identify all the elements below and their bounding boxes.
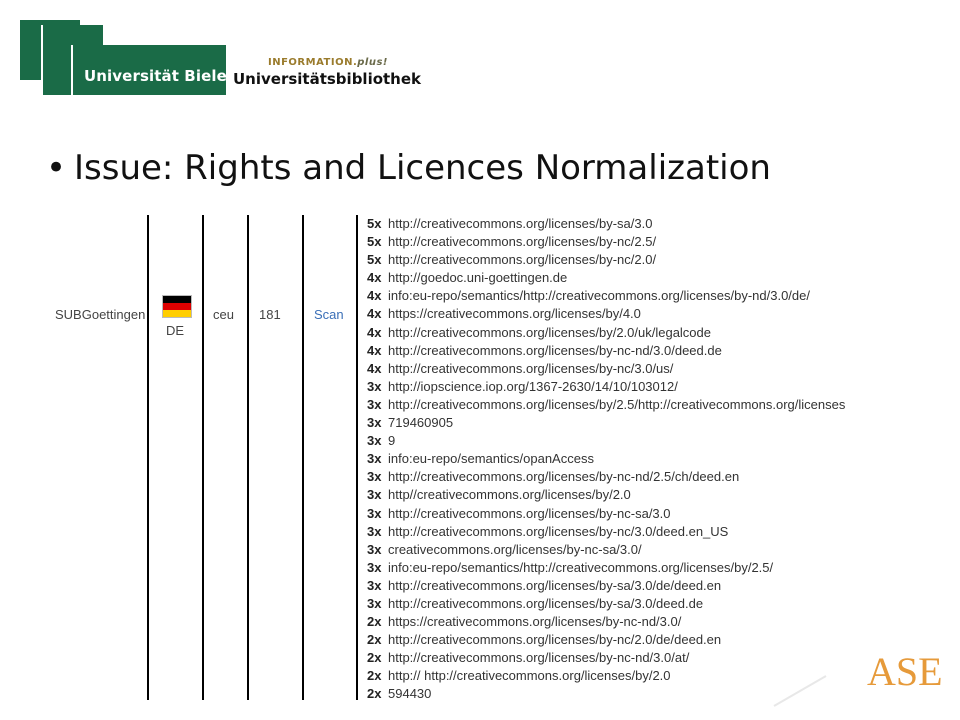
info-prefix: INFORMATION. <box>268 57 358 68</box>
licence-row <box>367 505 845 523</box>
licence-row <box>367 595 845 613</box>
source-cell: SUBGoettingen <box>55 307 146 322</box>
licence-value: http://creativecommons.org/licenses/by-nc/2.5/ <box>388 234 657 250</box>
licence-count: 3x <box>367 451 382 467</box>
library-name: Universitätsbibliothek <box>233 70 422 88</box>
licence-row <box>367 450 845 468</box>
licence-row <box>367 287 845 305</box>
licence-row <box>367 269 845 287</box>
column-divider <box>202 215 204 700</box>
country-cell: DE <box>166 323 185 338</box>
licence-value: http://creativecommons.org/licenses/by-nc/2.0/de/deed.en <box>388 632 722 648</box>
licence-count: 4x <box>367 324 382 340</box>
licence-count: 5x <box>367 252 382 268</box>
information-plus-label <box>268 57 388 68</box>
licence-value: http://creativecommons.org/licenses/by-sa/3.0/deed.de <box>388 595 704 611</box>
language-cell: ceu <box>213 307 234 322</box>
licence-value: http://creativecommons.org/licenses/by-nc-sa/3.0 <box>388 505 671 521</box>
count-cell: 181 <box>259 307 281 322</box>
column-divider <box>356 215 358 700</box>
licence-value: 594430 <box>388 686 432 700</box>
licence-count: 2x <box>367 632 382 648</box>
licence-row <box>367 215 845 233</box>
licence-count: 4x <box>367 306 382 322</box>
licence-count: 3x <box>367 378 382 394</box>
licence-count: 3x <box>367 541 382 557</box>
licence-value: http//creativecommons.org/licenses/by/2.0 <box>388 487 631 503</box>
licence-count: 3x <box>367 469 382 485</box>
licence-value: info:eu-repo/semantics/opanAccess <box>388 451 594 467</box>
licence-count: 3x <box>367 433 382 449</box>
licence-value: http:// http://creativecommons.org/licenses/by/2.0 <box>388 668 671 684</box>
licence-row <box>367 577 845 595</box>
licence-value: http://creativecommons.org/licenses/by-nc-nd/2.5/ch/deed.en <box>388 469 740 485</box>
flag-de-icon <box>162 295 192 318</box>
licence-row <box>367 613 845 631</box>
licence-value: 9 <box>388 433 396 449</box>
licence-value: http://creativecommons.org/licenses/by-nc-nd/3.0/at/ <box>388 650 690 666</box>
university-name: Universität Bielefeld <box>84 67 260 85</box>
licence-row <box>367 631 845 649</box>
licence-count: 3x <box>367 487 382 503</box>
column-divider <box>147 215 149 700</box>
licence-count: 2x <box>367 650 382 666</box>
licence-value: https://creativecommons.org/licenses/by-nc-nd/3.0/ <box>388 614 682 630</box>
ase-logo-text: ASE <box>867 649 943 694</box>
licence-list <box>367 215 845 700</box>
licence-value: http://creativecommons.org/licenses/by-sa/3.0/de/deed.en <box>388 577 722 593</box>
licence-value: http://creativecommons.org/licenses/by-nc/3.0/deed.en_US <box>388 523 729 539</box>
licence-count: 3x <box>367 577 382 593</box>
licence-count: 3x <box>367 505 382 521</box>
licence-row <box>367 396 845 414</box>
licence-table <box>0 215 870 700</box>
licence-row <box>367 414 845 432</box>
licence-value: https://creativecommons.org/licenses/by/4.0 <box>388 306 641 322</box>
licence-value: http://creativecommons.org/licenses/by-nc/2.0/ <box>388 252 657 268</box>
licence-value: creativecommons.org/licenses/by-nc-sa/3.0/ <box>388 541 642 557</box>
licence-row <box>367 233 845 251</box>
column-divider <box>302 215 304 700</box>
scan-link[interactable]: Scan <box>314 307 344 322</box>
licence-value: http://iopscience.iop.org/1367-2630/14/10/103012/ <box>388 378 678 394</box>
bullet-dot: • <box>46 148 67 188</box>
licence-value: http://creativecommons.org/licenses/by/2.5/http://creativecommons.org/licenses <box>388 396 846 412</box>
licence-count: 5x <box>367 234 382 250</box>
licence-value: 719460905 <box>388 415 454 431</box>
licence-row <box>367 541 845 559</box>
licence-row <box>367 667 845 685</box>
column-divider <box>247 215 249 700</box>
licence-row <box>367 342 845 360</box>
licence-row <box>367 523 845 541</box>
licence-value: http://goedoc.uni-goettingen.de <box>388 270 568 286</box>
slide-title: Issue: Rights and Licences Normalization <box>74 148 771 188</box>
licence-count: 4x <box>367 342 382 358</box>
licence-count: 4x <box>367 360 382 376</box>
licence-count: 3x <box>367 559 382 575</box>
licence-value: http://creativecommons.org/licenses/by-sa/3.0 <box>388 216 653 231</box>
licence-count: 4x <box>367 270 382 286</box>
licence-row <box>367 305 845 323</box>
licence-count: 2x <box>367 614 382 630</box>
licence-row <box>367 468 845 486</box>
info-plus: plus! <box>357 57 388 68</box>
licence-count: 5x <box>367 216 382 231</box>
licence-row <box>367 432 845 450</box>
licence-row <box>367 685 845 700</box>
licence-row <box>367 251 845 269</box>
licence-value: info:eu-repo/semantics/http://creativecommons.org/licenses/by/2.5/ <box>388 559 774 575</box>
licence-row <box>367 559 845 577</box>
licence-row <box>367 324 845 342</box>
licence-row <box>367 649 845 667</box>
licence-count: 4x <box>367 288 382 304</box>
licence-row <box>367 378 845 396</box>
licence-count: 2x <box>367 668 382 684</box>
licence-count: 3x <box>367 523 382 539</box>
licence-count: 3x <box>367 595 382 611</box>
licence-count: 3x <box>367 415 382 431</box>
licence-row <box>367 360 845 378</box>
licence-value: info:eu-repo/semantics/http://creativecommons.org/licenses/by-nd/3.0/de/ <box>388 288 810 304</box>
licence-count: 3x <box>367 396 382 412</box>
licence-count: 2x <box>367 686 382 700</box>
slide-bullet <box>46 148 771 188</box>
licence-row <box>367 486 845 504</box>
university-logo <box>20 20 422 100</box>
licence-value: http://creativecommons.org/licenses/by/2.0/uk/legalcode <box>388 324 712 340</box>
licence-value: http://creativecommons.org/licenses/by-nc-nd/3.0/deed.de <box>388 342 722 358</box>
licence-value: http://creativecommons.org/licenses/by-nc/3.0/us/ <box>388 360 674 376</box>
